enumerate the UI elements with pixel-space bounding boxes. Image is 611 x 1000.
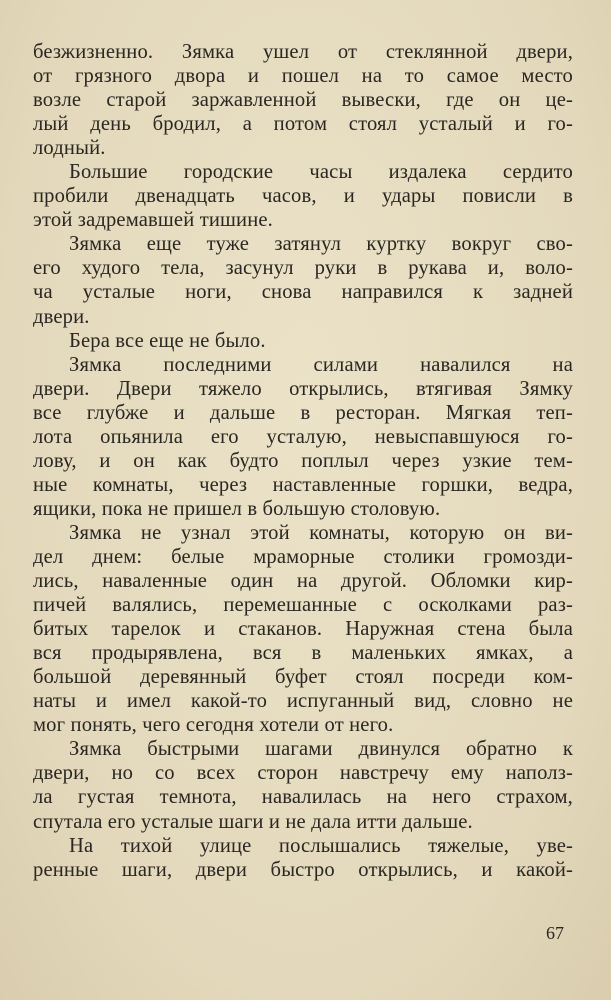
text-line: его худого тела, засунул руки в рукава и, воло- xyxy=(33,257,573,280)
body-text xyxy=(33,40,573,882)
text-line: все глубже и дальше в ресторан. Мягкая теп- xyxy=(33,401,573,424)
text-line: лота опьянила его усталую, невыспавшуюся го- xyxy=(33,425,573,448)
text-line: двери. Двери тяжело открылись, втягивая Зямку xyxy=(33,377,573,400)
text-line: этой задремавшей тишине. xyxy=(33,209,273,232)
text-line: ные комнаты, через наставленные горшки, ведра, xyxy=(33,473,573,496)
text-line: от грязного двора и пошел на то самое место xyxy=(33,65,573,88)
text-line: безжизненно. Зямка ушел от стеклянной двери, xyxy=(33,41,573,63)
text-line: пробили двенадцать часов, и удары повисли в xyxy=(33,185,573,208)
text-line: большой деревянный буфет стоял посреди ком- xyxy=(33,666,573,689)
text-line: Бера все еще не было. xyxy=(69,329,266,352)
text-line: лову, и он как будто поплыл через узкие тем- xyxy=(33,449,573,472)
text-line: лись, наваленные один на другой. Обломки кир- xyxy=(33,570,573,593)
text-line: лый день бродил, а потом стоял усталый и го- xyxy=(33,113,573,136)
text-line: ча усталые ноги, снова направился к задней xyxy=(33,281,573,304)
text-line: Зямка еще туже затянул куртку вокруг сво- xyxy=(69,233,573,256)
text-line: спутала его усталые шаги и не дала итти дальше. xyxy=(33,810,473,833)
text-line: Зямка последними силами навалился на xyxy=(69,353,573,376)
text-line: пичей валялись, перемешанные с осколками раз- xyxy=(33,594,573,617)
text-line: вся продырявлена, вся в маленьких ямках, а xyxy=(33,642,573,665)
text-line: дел днем: белые мраморные столики громозди- xyxy=(33,545,573,568)
text-line: двери, но со всех сторон навстречу ему наполз- xyxy=(33,762,573,785)
text-line: битых тарелок и стаканов. Наружная стена была xyxy=(33,618,573,641)
text-line: ренные шаги, двери быстро открылись, и какой- xyxy=(33,858,573,881)
text-line: лодный. xyxy=(33,137,106,160)
text-line: ла густая темнота, навалилась на него страхом, xyxy=(33,786,573,809)
text-line: мог понять, чего сегодня хотели от него. xyxy=(33,714,394,737)
text-line: Зямка не узнал этой комнаты, которую он ви- xyxy=(69,521,573,544)
text-line: двери. xyxy=(33,305,90,328)
text-line: На тихой улице послышались тяжелые, уве- xyxy=(69,834,573,857)
text-line: наты и имел какой-то испуганный вид, словно не xyxy=(33,690,573,713)
text-line: возле старой заржавленной вывески, где он це- xyxy=(33,89,573,112)
text-line: Большие городские часы издалека сердито xyxy=(69,161,573,184)
text-line: Зямка быстрыми шагами двинулся обратно к xyxy=(69,738,573,761)
text-line: ящики, пока не пришел в большую столовую. xyxy=(33,497,441,520)
page-number: 67 xyxy=(546,923,564,943)
